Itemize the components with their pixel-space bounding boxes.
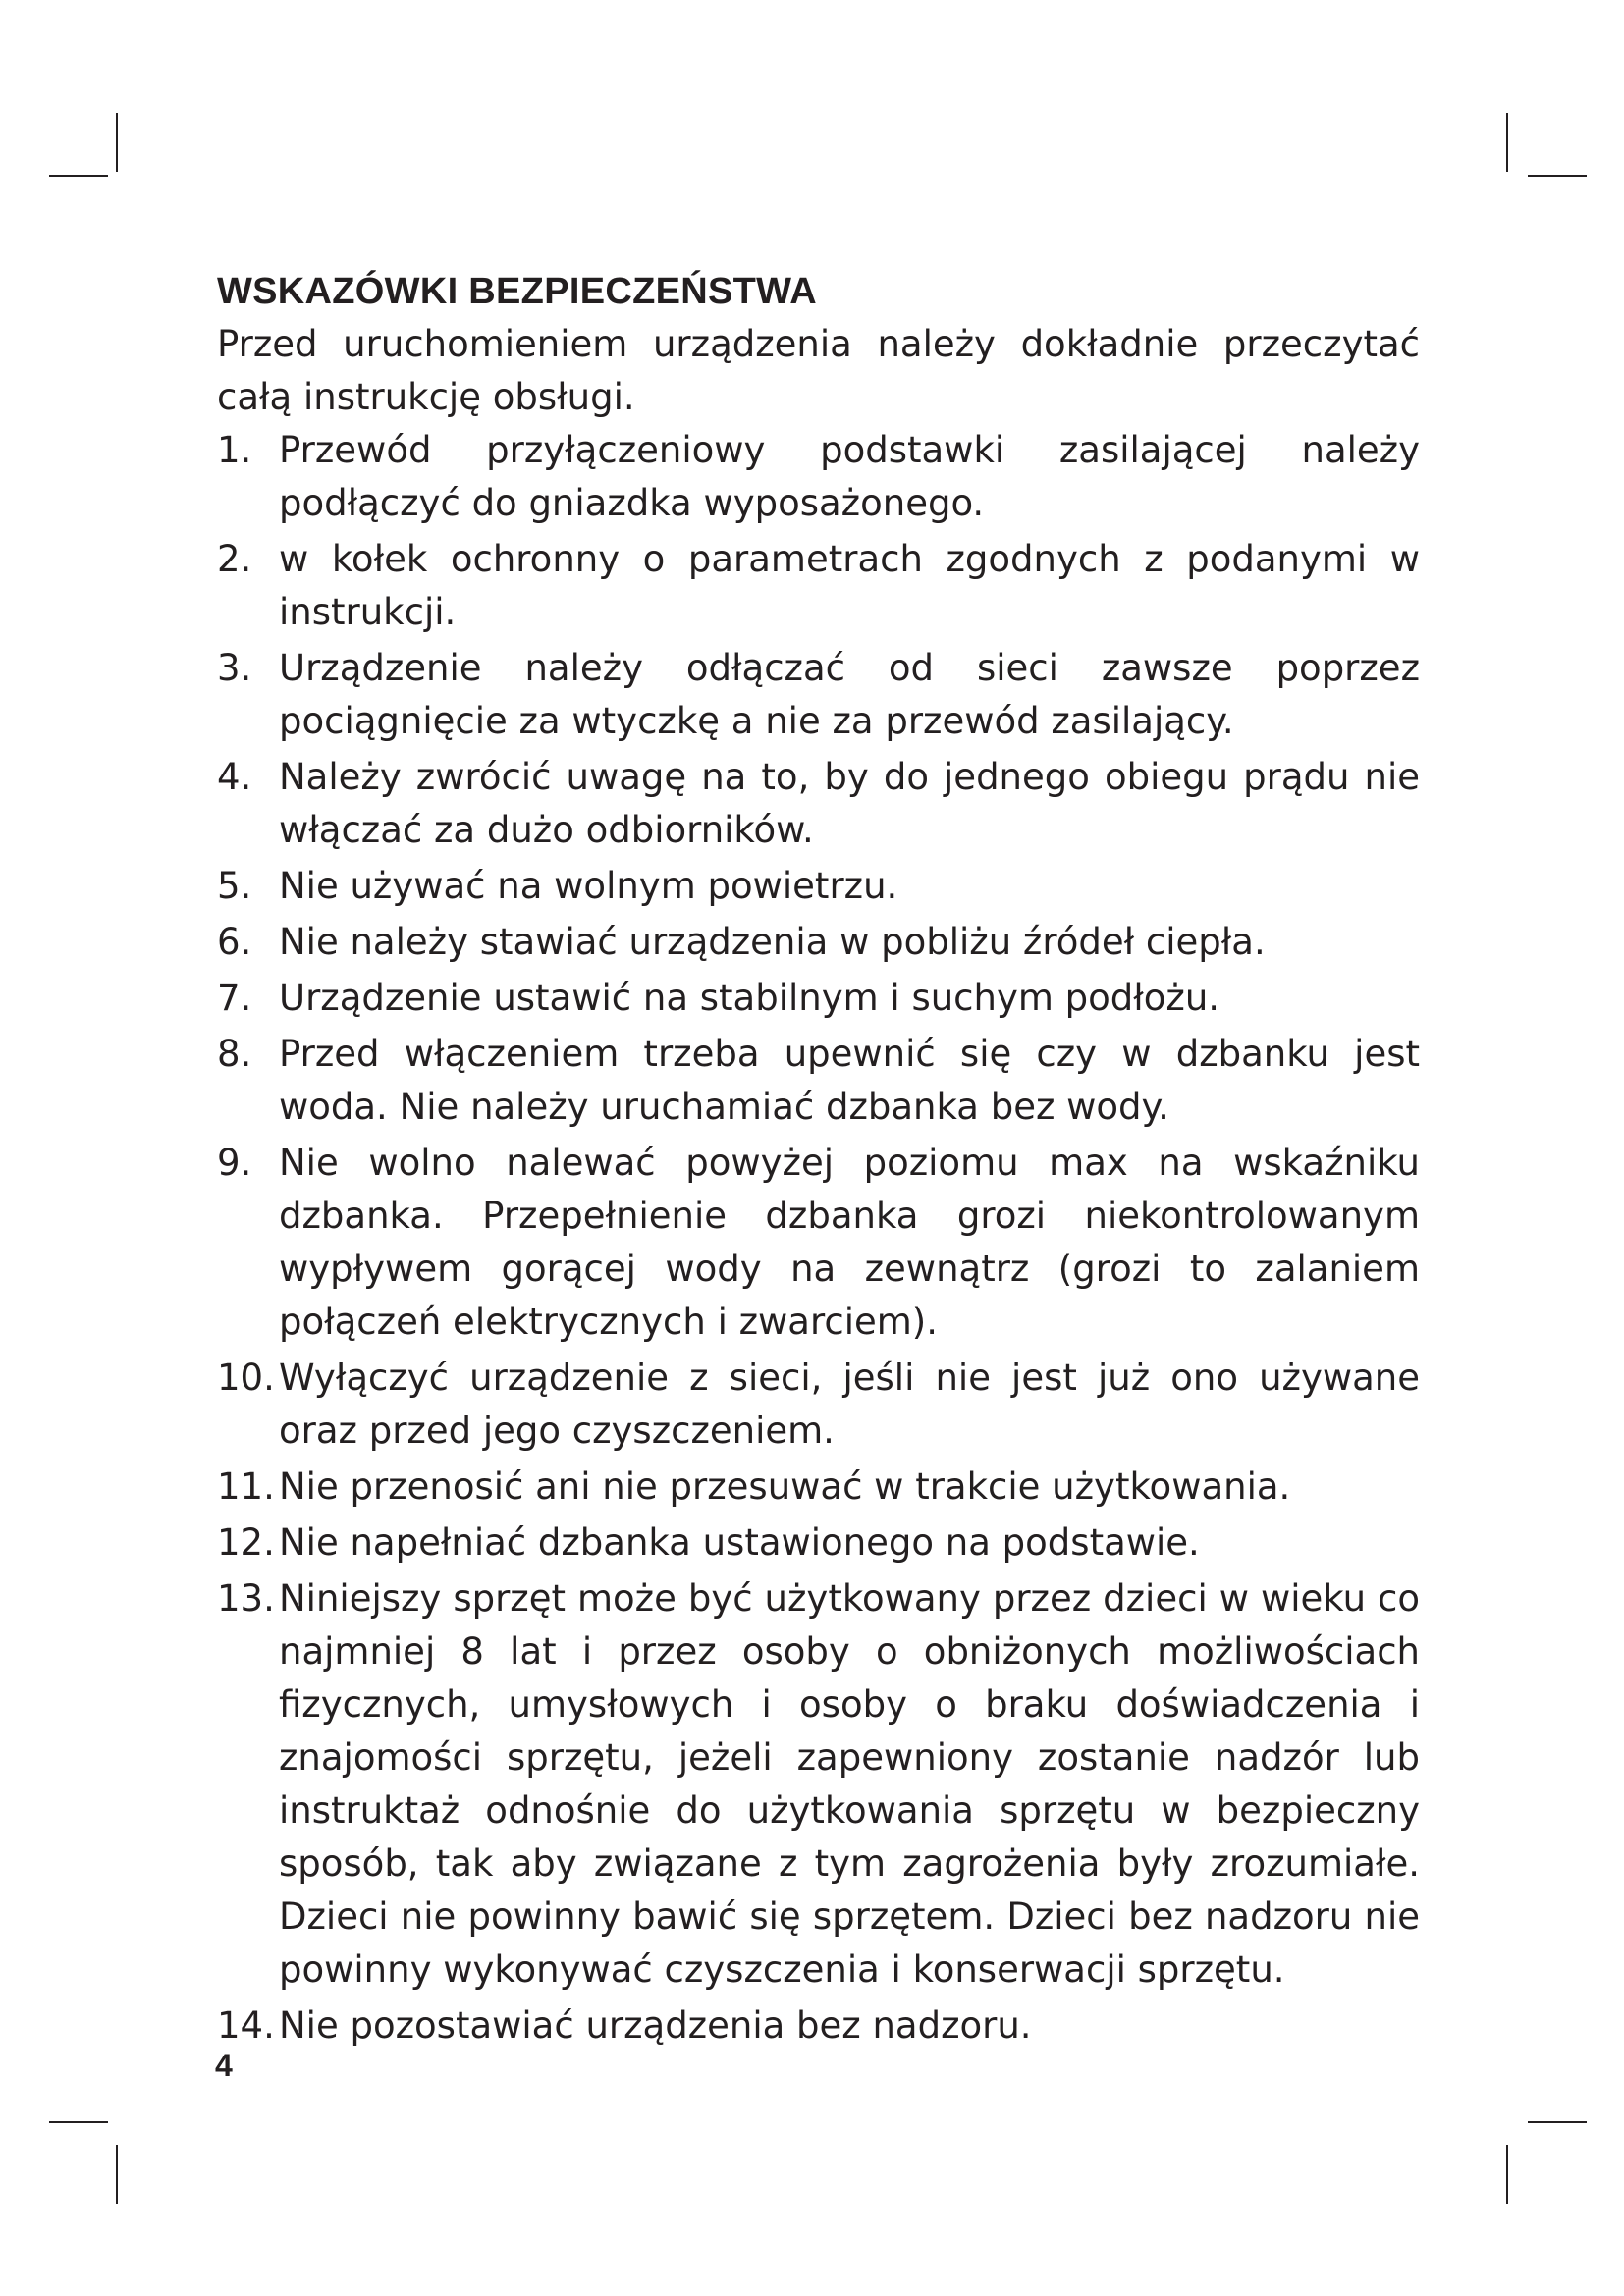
item-text: Niniejszy sprzęt może być użytkowany przez dzieci w wieku co najmniej 8 lat i przez osoby o obniżonych możliwościach fizycznych, umysłowych i osoby o braku doświadczenia i znajomości sprzętu, jeżeli zapewniony zostanie nadzór lub instruktaż odnośnie do użytkowania sprzętu w bezpieczny sposób, tak aby związane z tym zagrożenia były zrozumiałe. Dzieci nie powinny bawić się sprzętem. Dzieci bez nadzoru nie powinny wykonywać czyszczenia i konserwacji sprzętu.: [279, 1577, 1420, 1991]
list-item: [217, 916, 1420, 969]
item-text: Nie należy stawiać urządzenia w pobliżu źródeł ciepła.: [279, 921, 1266, 963]
item-number: 10.: [217, 1357, 275, 1399]
list-item: [217, 972, 1420, 1025]
list-item: [217, 1137, 1420, 1349]
list-item: [217, 642, 1420, 748]
list-item: [217, 1573, 1420, 1997]
list-item: [217, 751, 1420, 857]
list-item: [217, 1352, 1420, 1458]
list-item: [217, 1028, 1420, 1134]
item-text: Wyłączyć urządzenie z sieci, jeśli nie jest już ono używane oraz przed jego czyszczeniem.: [279, 1357, 1420, 1452]
item-text: Należy zwrócić uwagę na to, by do jednego obiegu prądu nie włączać za dużo odbiorników.: [279, 756, 1420, 851]
item-text: Nie pozostawiać urządzenia bez nadzoru.: [279, 2004, 1032, 2047]
item-number: 1.: [217, 429, 252, 471]
crop-mark-bottom-right-vertical: [1506, 2145, 1508, 2204]
item-number: 11.: [217, 1466, 275, 1508]
item-number: 12.: [217, 1522, 275, 1564]
item-number: 13.: [217, 1577, 275, 1620]
list-item: [217, 424, 1420, 530]
crop-mark-top-right-horizontal: [1528, 175, 1587, 177]
list-item: [217, 1517, 1420, 1570]
list-item: [217, 2000, 1420, 2053]
crop-mark-top-right-vertical: [1506, 113, 1508, 172]
item-text: Urządzenie należy odłączać od sieci zawsze poprzez pociągnięcie za wtyczkę a nie za przewód zasilający.: [279, 647, 1420, 742]
section-heading: WSKAZÓWKI BEZPIECZEŃSTWA: [217, 271, 817, 312]
list-item: [217, 533, 1420, 639]
item-text: w kołek ochronny o parametrach zgodnych z podanymi w instrukcji.: [279, 538, 1420, 633]
item-number: 8.: [217, 1033, 252, 1075]
list-item: [217, 860, 1420, 913]
item-text: Nie wolno nalewać powyżej poziomu max na wskaźniku dzbanka. Przepełnienie dzbanka grozi niekontrolowanym wypływem gorącej wody na zewnątrz (grozi to zalaniem połączeń elektrycznych i zwarciem).: [279, 1142, 1420, 1343]
intro-paragraph: Przed uruchomieniem urządzenia należy dokładnie przeczytać całą instrukcję obsługi.: [217, 323, 1420, 418]
item-text: Przed włączeniem trzeba upewnić się czy w dzbanku jest woda. Nie należy uruchamiać dzbanka bez wody.: [279, 1033, 1420, 1128]
crop-mark-bottom-right-horizontal: [1528, 2121, 1587, 2123]
item-number: 2.: [217, 538, 252, 580]
item-text: Nie napełniać dzbanka ustawionego na podstawie.: [279, 1522, 1200, 1564]
item-number: 4.: [217, 756, 252, 798]
crop-mark-bottom-left-vertical: [116, 2145, 118, 2204]
page-number: 4: [215, 2048, 233, 2083]
item-text: Nie przenosić ani nie przesuwać w trakcie użytkowania.: [279, 1466, 1291, 1508]
item-text: Urządzenie ustawić na stabilnym i suchym podłożu.: [279, 977, 1220, 1019]
item-number: 14.: [217, 2004, 275, 2047]
safety-list: [217, 424, 1420, 2053]
item-number: 7.: [217, 977, 252, 1019]
item-number: 9.: [217, 1142, 252, 1184]
item-number: 3.: [217, 647, 252, 689]
crop-mark-top-left-horizontal: [49, 175, 108, 177]
item-text: Nie używać na wolnym powietrzu.: [279, 865, 898, 907]
safety-section: [217, 265, 1420, 2056]
list-item: [217, 1461, 1420, 1514]
crop-mark-top-left-vertical: [116, 113, 118, 172]
crop-mark-bottom-left-horizontal: [49, 2121, 108, 2123]
item-number: 5.: [217, 865, 252, 907]
item-text: Przewód przyłączeniowy podstawki zasilającej należy podłączyć do gniazdka wyposażonego.: [279, 429, 1420, 524]
item-number: 6.: [217, 921, 252, 963]
